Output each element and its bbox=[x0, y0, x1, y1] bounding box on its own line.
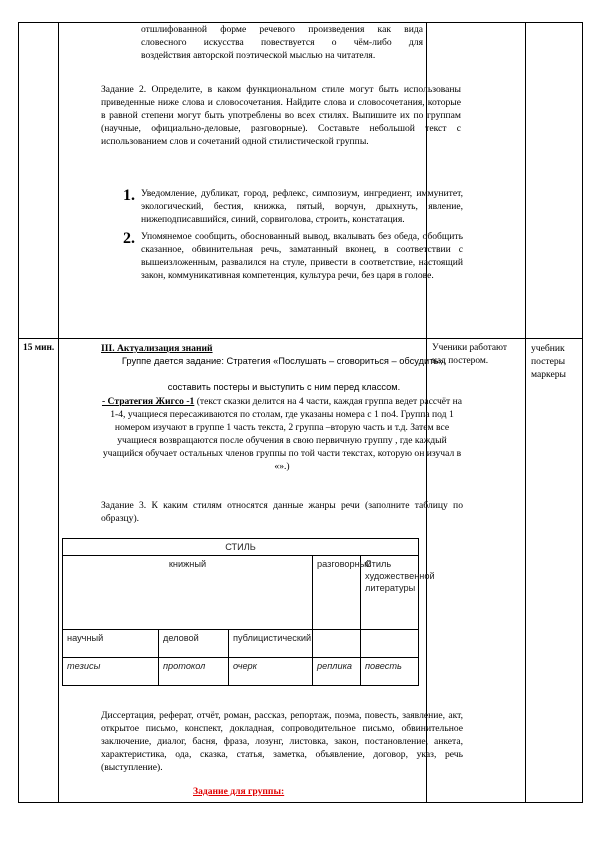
list-number: 1. bbox=[123, 187, 135, 204]
scientific-cell: научный bbox=[63, 630, 159, 658]
resource-item: учебник bbox=[531, 343, 565, 354]
genres-paragraph: Диссертация, реферат, отчёт, роман, рассказ, репортаж, поэма, повесть, заявление, акт, открытое письмо, конспект, докладная, сопроводительное письмо, обвинительное заключение, диалог, басня, фраза, лозунг, листовка, закон, постановление, анкета, характеристика, ода, сказка, статья, заметка, объявление, договор, указ, речь (выступление). bbox=[101, 710, 463, 773]
list-text: Уведомление, дубликат, город, рефлекс, симпозиум, ингредиент, иммунитет, экологический, бестия, книжка, пятый, ворчун, дрыхнуть, явление, нижеподписавшийся, синий, сорвиголова, строить, констатация. bbox=[141, 188, 463, 225]
bookish-style-cell: книжный bbox=[63, 556, 313, 630]
group-task-text: Группе дается задание: Стратегия «Послушать – сговориться – обсудить», bbox=[121, 356, 447, 366]
group-task-text-2: составить постеры и выступить с ним перед классом. bbox=[167, 382, 401, 392]
business-cell: деловой bbox=[159, 630, 229, 658]
resources-list bbox=[526, 339, 582, 381]
task3-paragraph: Задание 3. К каким стилям относятся данные жанры речи (заполните таблицу по образцу). bbox=[101, 500, 463, 524]
intro-line: словесного искусства повествуется о чём-либо для bbox=[141, 37, 423, 48]
intro-paragraph bbox=[141, 23, 423, 62]
table-row bbox=[63, 556, 419, 630]
intro-line: отшлифованной форме речевого произведения как вида bbox=[141, 24, 423, 35]
empty-cell bbox=[313, 630, 361, 658]
list-number: 2. bbox=[123, 230, 135, 247]
task2-paragraph: Задание 2. Определите, в каком функциональном стиле могут быть использованы приведенные ниже слова и словосочетания. Найдите слова и словосочетания, которые в равной степени могут быть употреблены во всех стилях. Выпишите их по группам (научные, официально-деловые, разговорные). Составьте небольшой текст с использованием слов и сочетаний одной стилистической группы. bbox=[101, 84, 461, 147]
example-cell: повесть bbox=[361, 658, 419, 686]
resource-item: маркеры bbox=[531, 369, 566, 380]
activity-cell bbox=[427, 23, 526, 339]
list-text: Упомянемое сообщить, обоснованный вывод, вкалывать без обеда, обобщить сказанное, обвинительная речь, заматанный вконец, в соответствии с вышеизложенным, развалился на стуле, привести в соответствие, настоящий закон, коммуникативная компетенция, культура речи, без царя в голове. bbox=[141, 231, 463, 281]
resources-cell bbox=[526, 23, 583, 339]
intro-line: воздействия авторской поэтической мыслью на читателя. bbox=[141, 50, 376, 61]
time-cell bbox=[19, 23, 59, 339]
empty-cell bbox=[361, 630, 419, 658]
resource-item: постеры bbox=[531, 356, 566, 367]
section-heading: III. Актуализация знаний bbox=[101, 343, 213, 354]
jigsaw-title: - Стратегия Жигсо -1 bbox=[101, 396, 195, 407]
list-item bbox=[123, 187, 463, 226]
artistic-style-cell: Стиль художественной литературы bbox=[361, 556, 419, 630]
table-row bbox=[19, 23, 583, 339]
content-cell bbox=[59, 23, 463, 339]
list-item bbox=[123, 230, 463, 282]
resources-cell bbox=[526, 339, 583, 803]
publicistic-cell: публицистический bbox=[229, 630, 313, 658]
jigsaw-paragraph bbox=[101, 395, 463, 473]
time-cell bbox=[19, 339, 59, 803]
word-list bbox=[123, 187, 463, 282]
example-cell: реплика bbox=[313, 658, 361, 686]
jigsaw-text: (текст сказки делится на 4 части, каждая группа ведет рассчёт на 1-4, учащиеся пересаживаются по столам, где указаны номера с 1 по4. Группа под 1 номером изучают в группе 1 часть текста, 2 группа –вторую часть и т.д. Затем все учащиеся возвращаются после обучения в свою первичную группу , где каждый учащийся обучает остальных членов группы по той части текстах, которую он изучал в «».) bbox=[102, 396, 463, 472]
time-label: 15 мин. bbox=[23, 343, 55, 353]
table-row bbox=[63, 630, 419, 658]
students-activity: Ученики работают над постером. bbox=[432, 343, 507, 366]
group-task-label: Задание для группы: bbox=[193, 786, 285, 797]
conversational-style-cell: разговорный bbox=[313, 556, 361, 630]
table-row bbox=[63, 658, 419, 686]
styles-table bbox=[62, 538, 435, 686]
example-cell: тезисы bbox=[63, 658, 159, 686]
table-row bbox=[63, 539, 419, 556]
style-header: СТИЛЬ bbox=[63, 539, 419, 556]
example-cell: очерк bbox=[229, 658, 313, 686]
example-cell: протокол bbox=[159, 658, 229, 686]
